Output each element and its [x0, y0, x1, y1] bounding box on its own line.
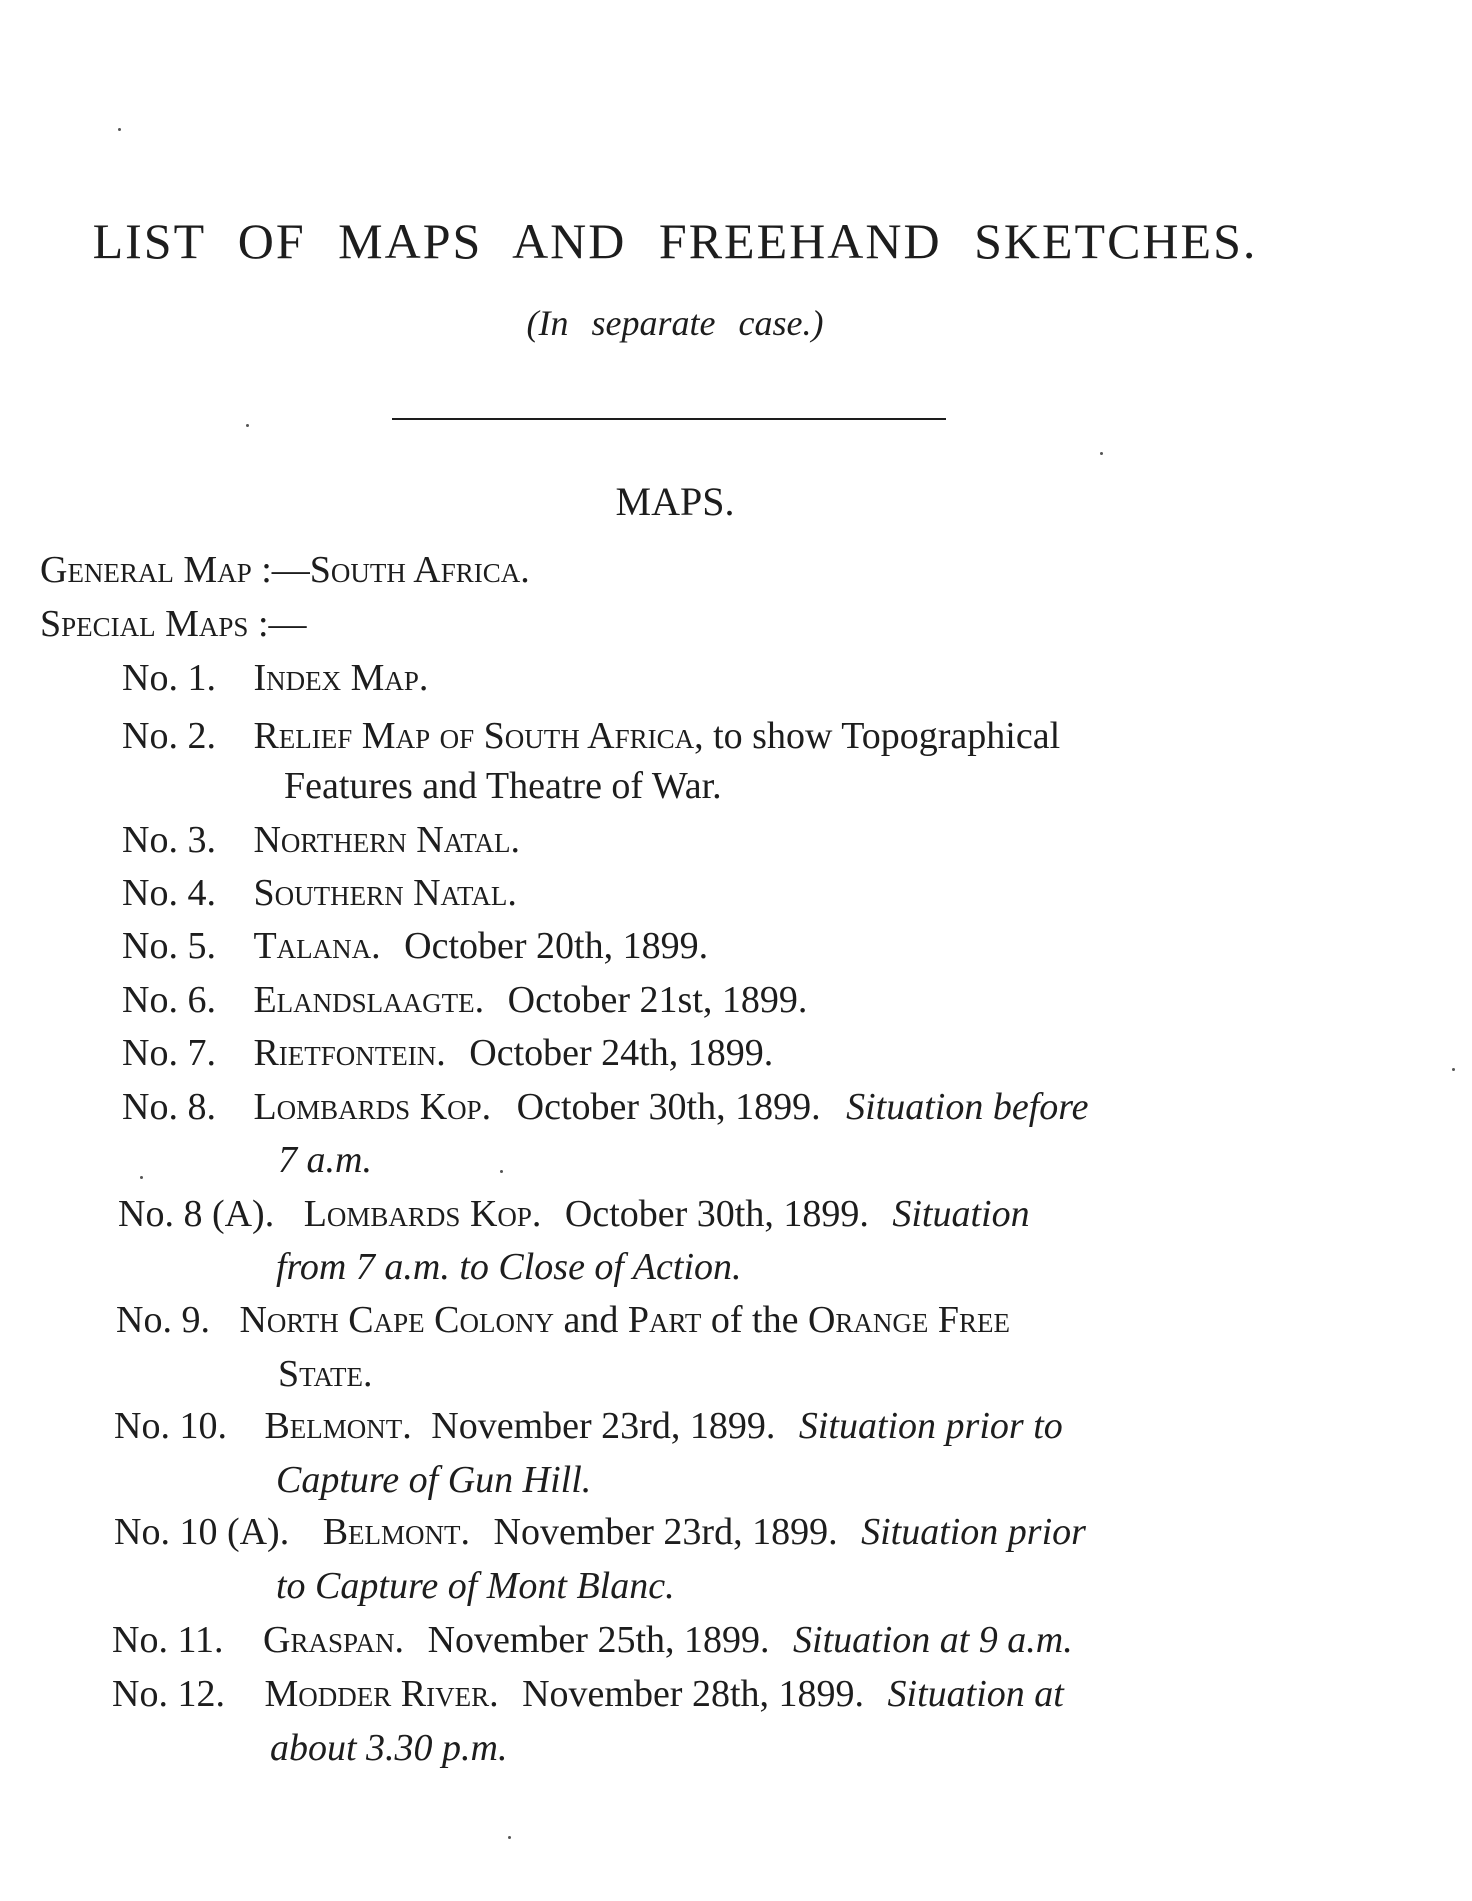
- entry-8-continuation: 7 a.m.: [278, 1139, 372, 1181]
- entry-place: Graspan.: [263, 1619, 405, 1661]
- entry-number: No. 11.: [112, 1619, 224, 1661]
- entry-number: No. 4.: [122, 872, 216, 914]
- entry-place: Lombards Kop.: [253, 1086, 492, 1128]
- scan-speck: [1100, 452, 1103, 455]
- entry-10-continuation: Capture of Gun Hill.: [276, 1459, 592, 1501]
- entry-10a-continuation: to Capture of Mont Blanc.: [276, 1565, 675, 1607]
- special-maps-label: Special Maps :—: [40, 603, 307, 645]
- scan-speck: [500, 1170, 503, 1173]
- divider-rule: [392, 418, 946, 420]
- entry-7: [122, 1031, 773, 1075]
- entry-detail: of the: [710, 1299, 799, 1341]
- entry-number: No. 6.: [122, 979, 216, 1021]
- scan-speck: [118, 128, 121, 131]
- entry-place: Belmont.: [264, 1405, 412, 1447]
- entry-number: No. 12.: [112, 1673, 225, 1715]
- entry-place: Elandslaagte.: [253, 979, 485, 1021]
- entry-note: Situation at 9 a.m.: [793, 1619, 1073, 1661]
- entry-number: No. 8 (A).: [118, 1193, 275, 1235]
- entry-number: No. 7.: [122, 1032, 216, 1074]
- entry-date: October 20th, 1899.: [404, 925, 709, 967]
- entry-9: [116, 1298, 1010, 1342]
- entry-number: No. 1.: [122, 657, 216, 699]
- entry-5: [122, 924, 708, 968]
- scan-speck: [246, 424, 249, 427]
- entry-place: Index Map.: [253, 657, 429, 699]
- entry-note: Situation prior: [861, 1511, 1086, 1553]
- entry-place-orange-free: Orange Free: [807, 1299, 1011, 1341]
- entry-3: [122, 818, 520, 862]
- entry-number: No. 8.: [122, 1086, 216, 1128]
- entry-date: October 24th, 1899.: [469, 1032, 774, 1074]
- entry-place: Lombards Kop.: [303, 1193, 542, 1235]
- entry-date: November 23rd, 1899.: [431, 1405, 776, 1447]
- entry-place: Rietfontein.: [253, 1032, 446, 1074]
- entry-date: October 30th, 1899.: [564, 1193, 869, 1235]
- entry-8a: [118, 1192, 1030, 1236]
- entry-place: Relief Map of South Africa,: [253, 715, 704, 757]
- entry-detail: to show Topographical: [713, 715, 1061, 757]
- entry-9-continuation: State.: [278, 1353, 373, 1395]
- entry-number: No. 10.: [114, 1405, 227, 1447]
- entry-11: [112, 1618, 1073, 1662]
- entry-place: Talana.: [253, 925, 381, 967]
- entry-note: Situation before: [846, 1086, 1089, 1128]
- entry-number: No. 9.: [116, 1299, 210, 1341]
- page-title: LIST OF MAPS AND FREEHAND SKETCHES.: [92, 213, 1258, 269]
- scan-speck: [140, 1176, 143, 1179]
- entry-number: No. 10 (A).: [114, 1511, 290, 1553]
- entry-12-continuation: about 3.30 p.m.: [270, 1727, 508, 1769]
- entry-10: [114, 1404, 1063, 1448]
- entry-place: Modder River.: [264, 1673, 499, 1715]
- entry-place-part: Part: [627, 1299, 702, 1341]
- entry-4: [122, 871, 517, 915]
- entry-8a-continuation: from 7 a.m. to Close of Action.: [276, 1246, 742, 1288]
- entry-detail: and: [563, 1299, 619, 1341]
- entry-10a: [114, 1510, 1086, 1554]
- entry-place: North Cape Colony: [239, 1299, 554, 1341]
- entry-2-continuation: Features and Theatre of War.: [284, 765, 722, 807]
- entry-place: Northern Natal.: [253, 819, 521, 861]
- entry-8: [122, 1085, 1089, 1129]
- page-subtitle: (In separate case.): [526, 303, 824, 343]
- entry-date: October 30th, 1899.: [516, 1086, 821, 1128]
- entry-place: Belmont.: [322, 1511, 471, 1553]
- entry-note: Situation prior to: [798, 1405, 1063, 1447]
- general-map-label: General Map :—South Africa.: [40, 549, 530, 591]
- entry-number: No. 5.: [122, 925, 216, 967]
- entry-date: November 23rd, 1899.: [493, 1511, 838, 1553]
- entry-date: October 21st, 1899.: [507, 979, 808, 1021]
- section-heading: MAPS.: [615, 479, 735, 524]
- entry-number: No. 2.: [122, 715, 216, 757]
- entry-note: Situation: [892, 1193, 1030, 1235]
- scan-speck: [1452, 1068, 1455, 1071]
- entry-date: November 28th, 1899.: [522, 1673, 865, 1715]
- entry-place: Southern Natal.: [253, 872, 517, 914]
- entry-note: Situation at: [887, 1673, 1064, 1715]
- scan-speck: [508, 1836, 511, 1839]
- entry-date: November 25th, 1899.: [427, 1619, 770, 1661]
- entry-6: [122, 978, 807, 1022]
- entry-1: [122, 656, 428, 700]
- entry-number: No. 3.: [122, 819, 216, 861]
- entry-2: [122, 714, 1060, 758]
- entry-12: [112, 1672, 1064, 1716]
